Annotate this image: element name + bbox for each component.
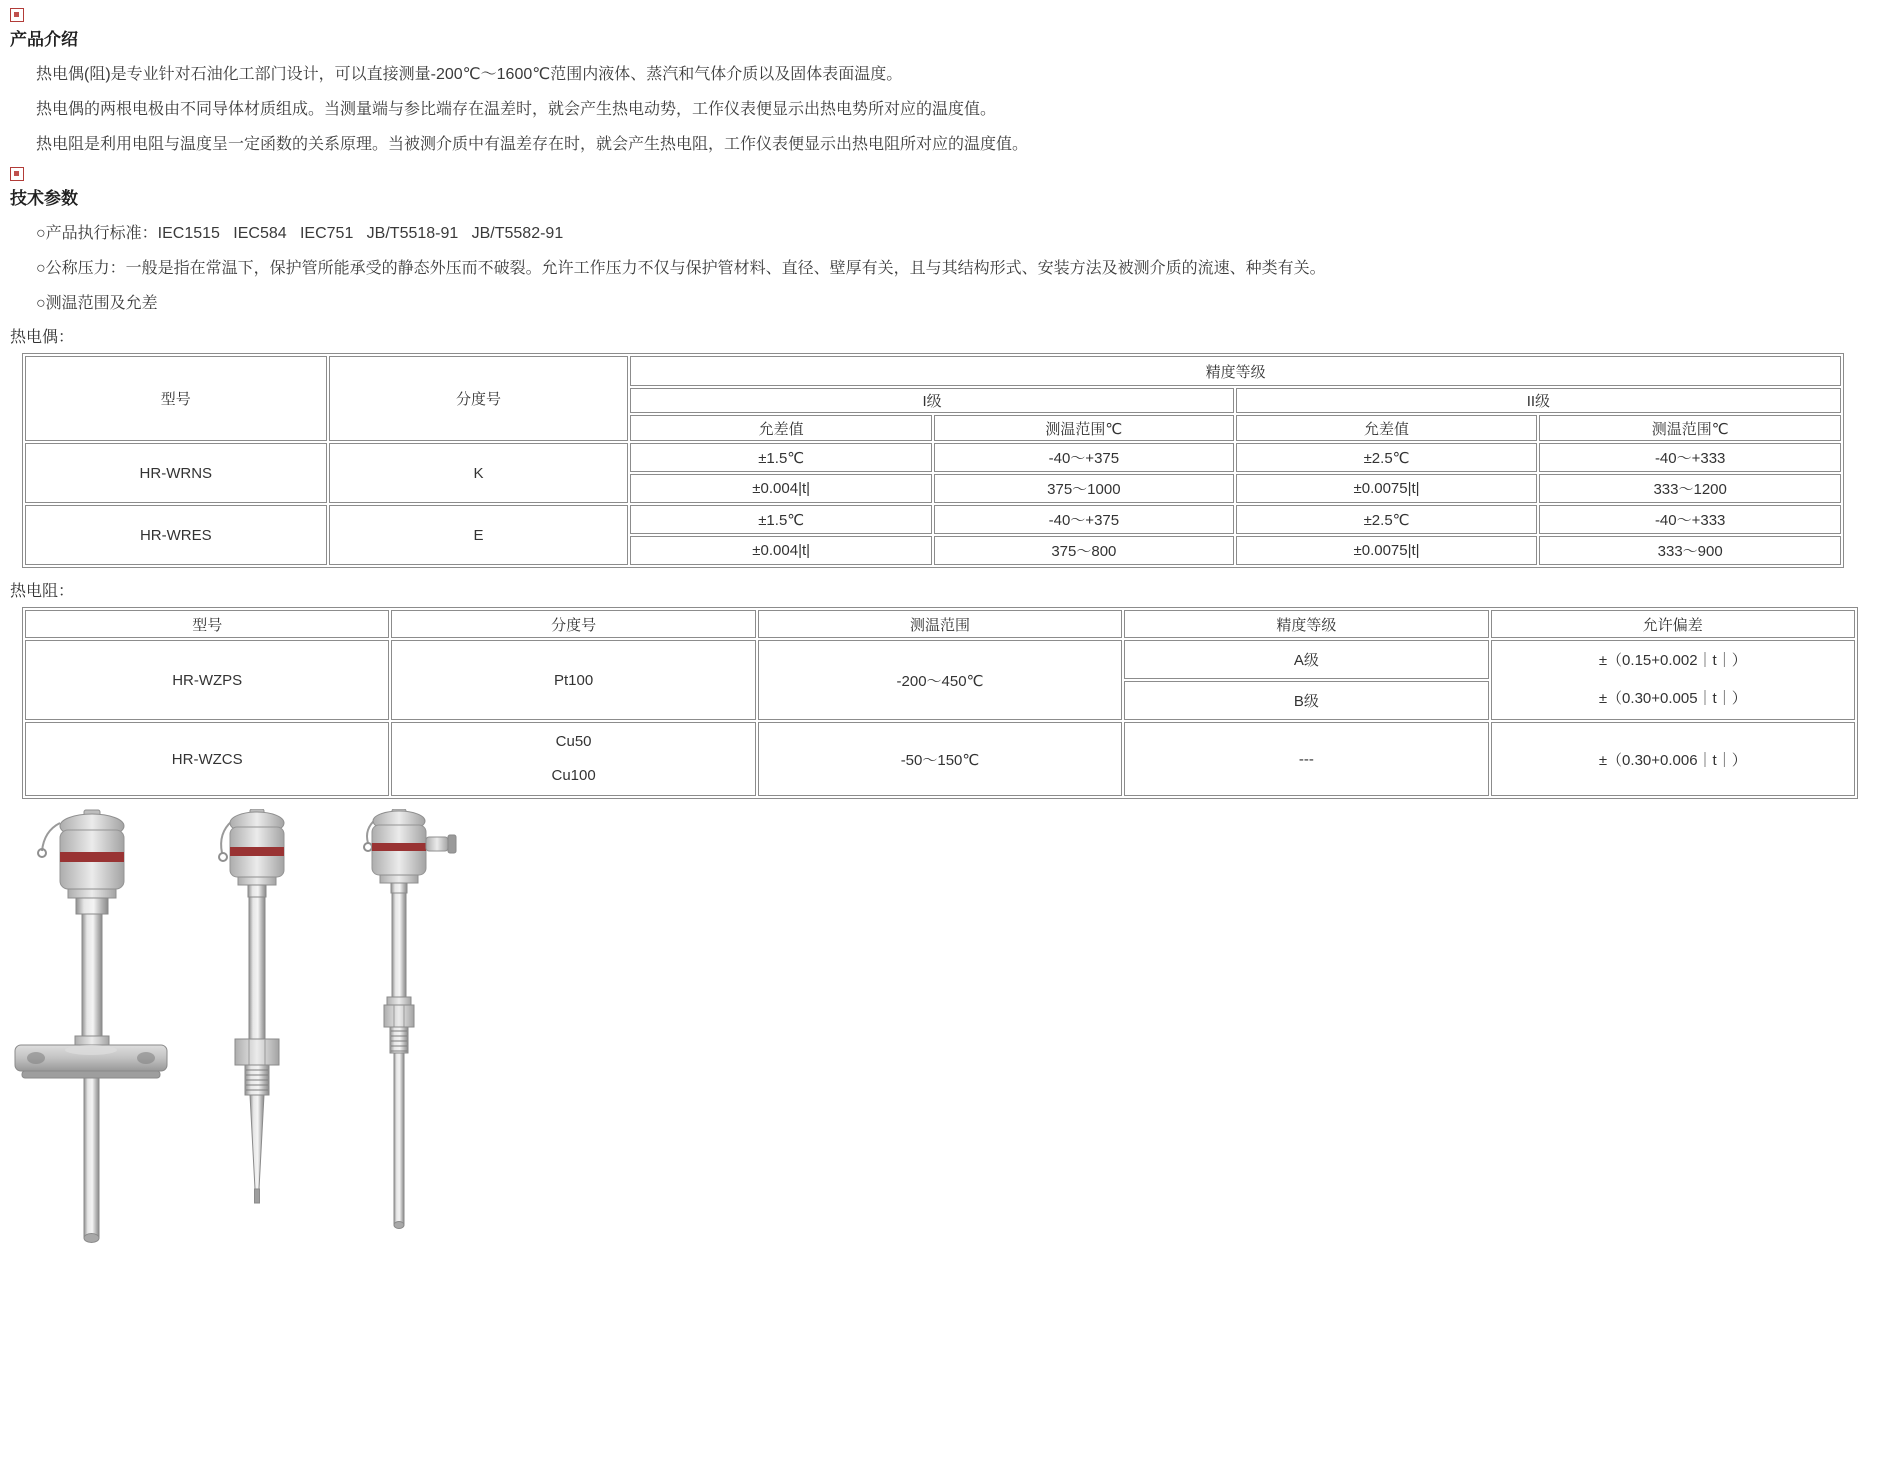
t2-deviation-b: ±（0.30+0.005｜t｜） — [1598, 690, 1747, 707]
section-title-tech-params: 技术参数 — [10, 189, 78, 208]
broken-image-icon-mark — [14, 171, 19, 176]
photo-flanged-thermocouple — [12, 809, 170, 1249]
table-cell: -40～+375 — [934, 505, 1234, 534]
table-cell: ±1.5℃ — [630, 505, 932, 534]
t2-header: 测温范围 — [758, 610, 1122, 638]
t1-subheader: 允差值 — [1236, 415, 1538, 441]
broken-image-icon — [10, 8, 24, 22]
t2-header: 分度号 — [391, 610, 755, 638]
t2-grade-cell: A级 — [1124, 640, 1488, 679]
t1-header-graduation: 分度号 — [329, 356, 629, 441]
tech-bullet-standards: ○产品执行标准：IEC1515 IEC584 IEC751 JB/T5518-91 JB/T5582-91 — [36, 225, 564, 242]
table-cell: ±1.5℃ — [630, 443, 932, 472]
t1-model-cell: HR-WRES — [25, 505, 327, 565]
t2-range-cell: -50～150℃ — [758, 722, 1122, 796]
t2-grade-cell: --- — [1124, 722, 1488, 796]
photo-threaded-thermocouple — [344, 809, 466, 1237]
t2-graduation-cu100: Cu100 — [551, 767, 596, 784]
section-title-product-intro: 产品介绍 — [10, 30, 78, 49]
t2-deviation-a: ±（0.15+0.002｜t｜） — [1598, 652, 1747, 669]
rtd-table — [22, 607, 1858, 799]
product-document — [0, 8, 1892, 1249]
t2-header: 允许偏差 — [1491, 610, 1855, 638]
t1-header-grade2: II级 — [1236, 388, 1841, 413]
broken-image-icon — [10, 167, 24, 181]
t1-graduation-cell: K — [329, 443, 629, 503]
rtd-table-label: 热电阻： — [10, 583, 75, 600]
t2-model-cell: HR-WZCS — [25, 722, 389, 796]
t2-header: 精度等级 — [1124, 610, 1488, 638]
product-photos — [12, 809, 1892, 1249]
t2-graduation-cell — [391, 722, 755, 796]
intro-paragraph: 热电偶(阻)是专业针对石油化工部门设计，可以直接测量-200℃～1600℃范围内液体、蒸汽和气体介质以及固体表面温度。 — [36, 66, 903, 83]
t1-header-accuracy: 精度等级 — [630, 356, 1841, 386]
t1-header-model: 型号 — [25, 356, 327, 441]
t2-deviation-cell — [1491, 640, 1855, 720]
t1-graduation-cell: E — [329, 505, 629, 565]
table-cell: ±0.004|t| — [630, 474, 932, 503]
table-cell: -40～+333 — [1539, 505, 1841, 534]
photo-tapered-thermocouple — [198, 809, 316, 1207]
table-cell: ±2.5℃ — [1236, 505, 1538, 534]
t1-subheader: 测温范围℃ — [934, 415, 1234, 441]
table-cell: 375～800 — [934, 536, 1234, 565]
table-cell: ±0.0075|t| — [1236, 474, 1538, 503]
table-cell: ±0.0075|t| — [1236, 536, 1538, 565]
thermocouple-table — [22, 353, 1844, 568]
table-cell: -40～+375 — [934, 443, 1234, 472]
t1-model-cell: HR-WRNS — [25, 443, 327, 503]
table-cell: ±0.004|t| — [630, 536, 932, 565]
intro-paragraph: 热电偶的两根电极由不同导体材质组成。当测量端与参比端存在温差时，就会产生热电动势，工作仪表便显示出热电势所对应的温度值。 — [36, 101, 997, 118]
thermocouple-table-label: 热电偶： — [10, 329, 75, 346]
tech-bullet-pressure: ○公称压力：一般是指在常温下，保护管所能承受的静态外压而不破裂。允许工作压力不仅与保护管材料、直径、壁厚有关，且与其结构形式、安装方法及被测介质的流速、种类有关。 — [36, 260, 1326, 277]
intro-paragraph: 热电阻是利用电阻与温度呈一定函数的关系原理。当被测介质中有温差存在时，就会产生热电阻，工作仪表便显示出热电阻所对应的温度值。 — [36, 136, 1029, 153]
t2-range-cell: -200～450℃ — [758, 640, 1122, 720]
tech-bullet-range: ○测温范围及允差 — [36, 295, 158, 312]
broken-image-icon-mark — [14, 12, 19, 17]
t2-grade-cell: B级 — [1124, 681, 1488, 720]
t2-graduation-cu50: Cu50 — [555, 733, 592, 750]
t1-header-grade1: I级 — [630, 388, 1233, 413]
t2-graduation-cell: Pt100 — [391, 640, 755, 720]
table-cell: 375～1000 — [934, 474, 1234, 503]
t2-header: 型号 — [25, 610, 389, 638]
t1-subheader: 测温范围℃ — [1539, 415, 1841, 441]
table-cell: 333～900 — [1539, 536, 1841, 565]
t2-model-cell: HR-WZPS — [25, 640, 389, 720]
t2-deviation-cell: ±（0.30+0.006｜t｜） — [1491, 722, 1855, 796]
t1-subheader: 允差值 — [630, 415, 932, 441]
table-cell: ±2.5℃ — [1236, 443, 1538, 472]
table-cell: 333～1200 — [1539, 474, 1841, 503]
table-cell: -40～+333 — [1539, 443, 1841, 472]
